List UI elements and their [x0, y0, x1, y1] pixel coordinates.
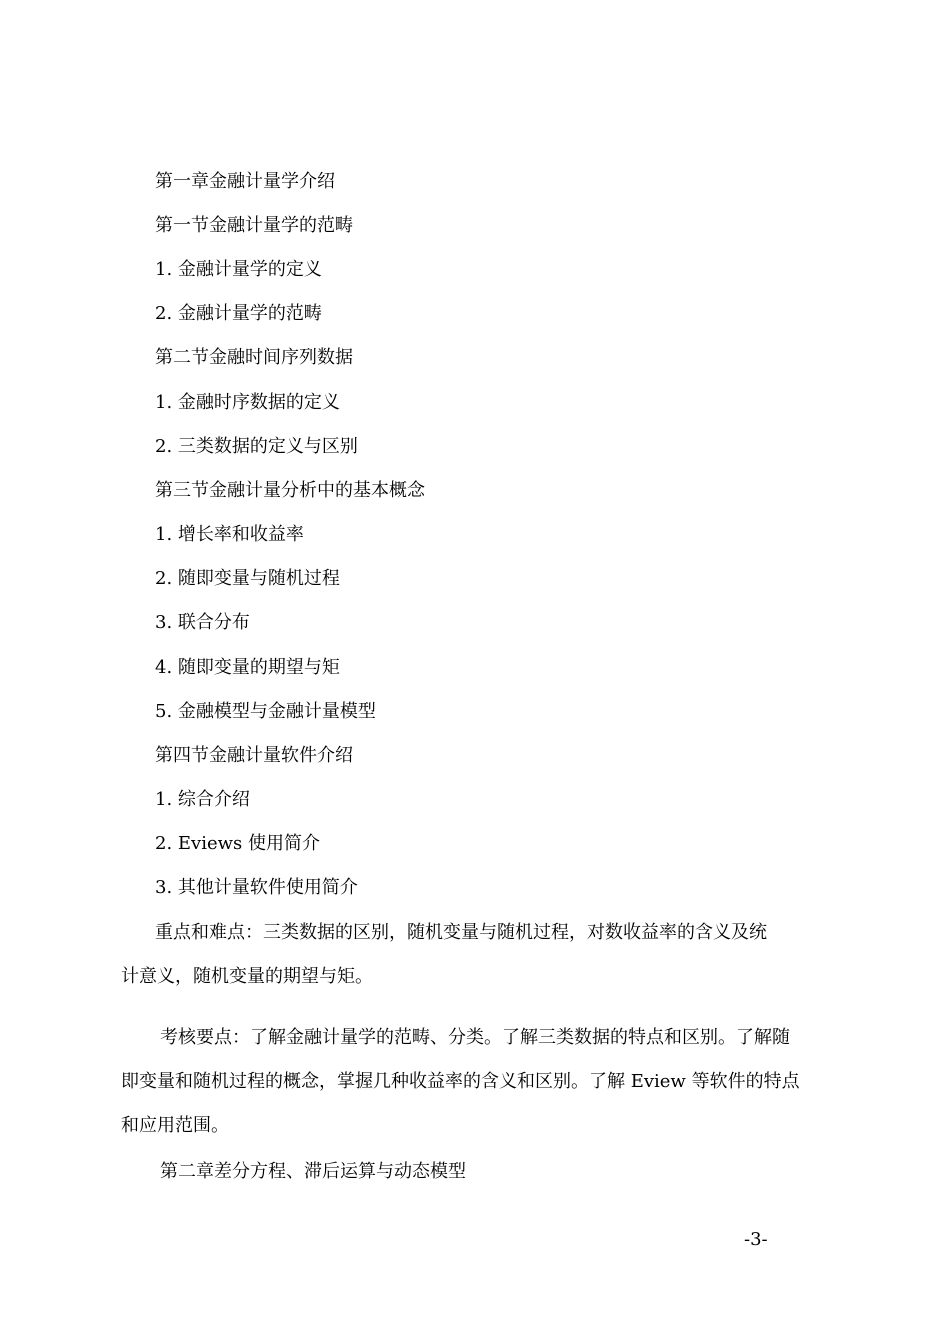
list-item: 2. 金融计量学的范畴 [155, 303, 322, 324]
section-1-title: 第一节金融计量学的范畴 [155, 215, 353, 236]
chapter-2-title: 第二章差分方程、滞后运算与动态模型 [160, 1161, 466, 1182]
list-item: 3. 其他计量软件使用简介 [155, 877, 358, 898]
list-item: 2. Eviews 使用简介 [155, 833, 320, 854]
section-3-title: 第三节金融计量分析中的基本概念 [155, 480, 425, 501]
chapter-1-title: 第一章金融计量学介绍 [155, 171, 335, 192]
section-2-title: 第二节金融时间序列数据 [155, 347, 353, 368]
list-item: 2. 三类数据的定义与区别 [155, 436, 358, 457]
exam-points-line-1: 考核要点：了解金融计量学的范畴、分类。了解三类数据的特点和区别。了解随 [160, 1027, 790, 1048]
list-item: 1. 金融计量学的定义 [155, 259, 322, 280]
key-points-line-1: 重点和难点：三类数据的区别，随机变量与随机过程，对数收益率的含义及统 [155, 922, 767, 943]
list-item: 1. 金融时序数据的定义 [155, 392, 340, 413]
list-item: 1. 增长率和收益率 [155, 524, 304, 545]
list-item: 1. 综合介绍 [155, 789, 250, 810]
section-4-title: 第四节金融计量软件介绍 [155, 745, 353, 766]
list-item: 4. 随即变量的期望与矩 [155, 657, 340, 678]
key-points-line-2: 计意义，随机变量的期望与矩。 [121, 966, 373, 987]
exam-points-line-3: 和应用范围。 [121, 1115, 229, 1136]
exam-points-line-2: 即变量和随机过程的概念，掌握几种收益率的含义和区别。了解 Eview 等软件的特点 [121, 1071, 800, 1092]
page-number: -3- [744, 1229, 768, 1250]
list-item: 3. 联合分布 [155, 612, 250, 633]
list-item: 2. 随即变量与随机过程 [155, 568, 340, 589]
list-item: 5. 金融模型与金融计量模型 [155, 701, 376, 722]
